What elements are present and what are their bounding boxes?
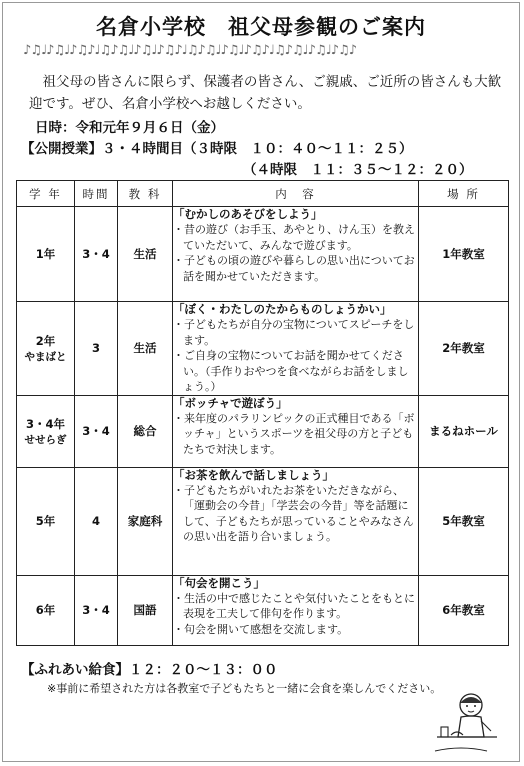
open-lesson-time-2: （４時限 １１：３５～１２：２０） — [243, 162, 473, 178]
header-grade: 学 年 — [17, 181, 75, 207]
schedule-table — [16, 180, 509, 646]
row-content-title: 「むかしのあそびをしよう」 — [173, 207, 323, 221]
row-grade-cell — [17, 395, 75, 467]
notice-page — [2, 2, 520, 762]
schedule-row — [17, 207, 509, 302]
row-content-title: 「ぼく・わたしのたからものしょうかい」 — [173, 302, 392, 316]
row-place: 2年教室 — [419, 302, 509, 396]
row-class-name: せせらぎ — [24, 433, 67, 446]
row-class-name: やまばと — [24, 350, 67, 363]
child-eating-illustration-icon — [431, 691, 501, 753]
row-content — [173, 575, 419, 645]
row-period: 4 — [75, 467, 118, 575]
schedule-row — [17, 395, 509, 467]
schedule-header-row — [17, 181, 509, 207]
row-content-bullet: ・昔の遊び（お手玉、あやとり、けん玉）を教えていただいて、みんなで遊びます。 — [173, 223, 415, 252]
row-place: まるねホール — [419, 395, 509, 467]
row-subject: 家庭科 — [118, 467, 173, 575]
row-place: 5年教室 — [419, 467, 509, 575]
row-content-bullet: ・子どもたちがいれたお茶をいただきながら、「運動会の今昔」「学芸会の今昔」等を話題にして、子どもたちが思っていることやみなさんの思い出を語り合いましょう。 — [173, 483, 414, 543]
schedule-row — [17, 302, 509, 396]
row-content-bullet: ・句会を開いて感想を交流します。 — [173, 622, 349, 636]
row-content-title: 「ボッチャで遊ぼう」 — [173, 395, 288, 410]
row-period: 3・4 — [75, 575, 118, 645]
header-content: 内 容 — [173, 181, 419, 207]
row-grade: 6年 — [35, 603, 56, 617]
open-lesson-time-1: 【公開授業】３・４時間目（３時限 １０：４０～１１：２５） — [21, 141, 413, 157]
event-date: 日時：令和元年９月６日（金） — [35, 120, 224, 136]
row-content-title: 「お茶を飲んで話しましょう」 — [173, 467, 334, 482]
row-subject: 国語 — [118, 575, 173, 645]
row-grade: 2年 — [35, 333, 56, 348]
music-notes-decoration: ♪♫♩♪♫♩♪♫♪♩♫♪♫♩♪♫♩♪♫♪♩♫♪♫♩♪♫♩♪♫♪♩♫♪♫♩♪♫♩♪♫♪ — [23, 43, 357, 58]
row-content-title: 「句会を開こう」 — [173, 575, 265, 590]
schedule-body — [17, 207, 509, 646]
schedule-row — [17, 575, 509, 645]
row-content-bullet: ・子どもたちが自分の宝物についてスピーチをします。 — [173, 318, 415, 347]
row-period: 3・4 — [75, 207, 118, 302]
row-content-bullet: ・子どもの頃の遊びや暮らしの思い出についてお話を聞かせていただきます。 — [173, 254, 415, 283]
row-grade: 1年 — [35, 247, 56, 261]
header-period: 時間 — [75, 181, 118, 207]
row-content-bullet: ・来年度のパラリンピックの正式種目である「ボッチャ」というスポーツを祖父母の方と子どもたちで対決します。 — [173, 411, 415, 456]
row-content-bullet: ・ご自身の宝物についてお話を聞かせてください。（手作りおやつを食べながらお話をしましょう。） — [173, 349, 409, 393]
row-grade-cell — [17, 467, 75, 575]
intro-paragraph: 祖父母の皆さんに限らず、保護者の皆さん、ご親戚、ご近所の皆さんも大歓迎です。ぜひ、名倉小学校へお越しください。 — [29, 74, 502, 112]
row-subject: 生活 — [118, 302, 173, 396]
row-place: 1年教室 — [419, 207, 509, 302]
row-grade-cell — [17, 302, 75, 396]
row-content — [173, 207, 419, 302]
row-subject: 総合 — [118, 395, 173, 467]
row-content — [173, 302, 419, 396]
lunch-time: 【ふれあい給食】１２：２０～１３：００ — [21, 662, 278, 678]
row-grade-cell — [17, 575, 75, 645]
row-content — [173, 467, 419, 575]
row-grade-cell — [17, 207, 75, 302]
header-subject: 教 科 — [118, 181, 173, 207]
row-subject: 生活 — [118, 207, 173, 302]
lunch-footnote: ※事前に希望された方は各教室で子どもたちと一緒に会食を楽しんでください。 — [47, 682, 442, 695]
header-place: 場 所 — [419, 181, 509, 207]
row-period: 3・4 — [75, 395, 118, 467]
row-content — [173, 395, 419, 467]
row-grade: 5年 — [35, 514, 56, 528]
row-grade: 3・4年 — [25, 416, 65, 431]
row-period: 3 — [75, 302, 118, 396]
row-place: 6年教室 — [419, 575, 509, 645]
row-content-bullet: ・生活の中で感じたことや気付いたことをもとに表現を工夫して俳句を作ります。 — [173, 591, 415, 620]
schedule-row — [17, 467, 509, 575]
page-title: 名倉小学校 祖父母参観のご案内 — [96, 15, 426, 39]
